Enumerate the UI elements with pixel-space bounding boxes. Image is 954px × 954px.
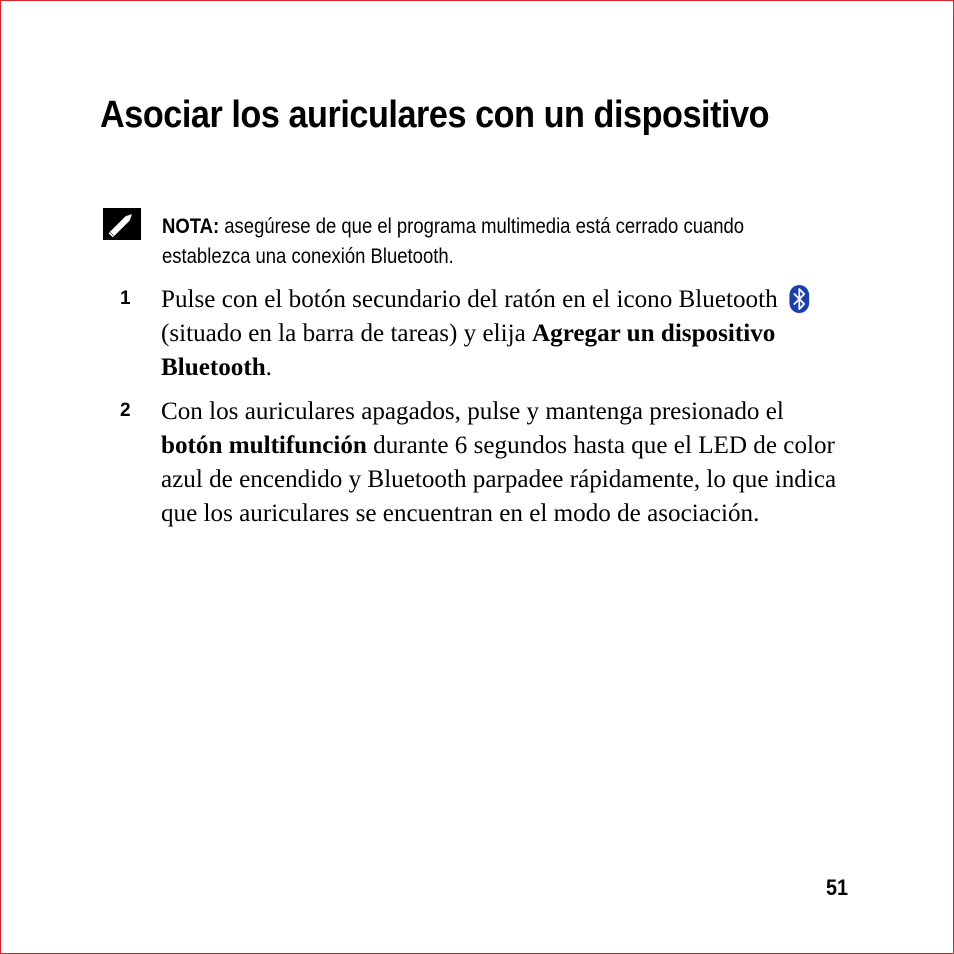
step-text-part: Con los auriculares apagados, pulse y mantenga presionado el <box>161 396 784 425</box>
step-text-part: . <box>265 352 272 381</box>
step-number: 2 <box>120 400 131 421</box>
note-text: asegúrese de que el programa multimedia está cerrado cuando establezca una conexión Bluetooth. <box>162 215 745 268</box>
page-title: Asociar los auriculares con un dispositivo <box>100 94 770 136</box>
step-text-part: (situado en la barra de tareas) y elija <box>161 318 533 347</box>
note-block <box>162 212 813 272</box>
step-bold-button: botón multifunción <box>161 430 367 459</box>
page-number: 51 <box>826 875 849 900</box>
note-pencil-icon <box>103 208 141 240</box>
note-label: NOTA: <box>162 215 220 238</box>
step-number: 1 <box>120 288 131 309</box>
step-text-part: Pulse con el botón secundario del ratón en el icono Bluetooth <box>161 284 784 313</box>
bluetooth-icon <box>789 284 811 314</box>
step-bold-command: Agregar un dispositivo Bluetooth <box>161 318 776 381</box>
step-text-part: durante 6 segundos hasta que el LED de color azul de encendido y Bluetooth parpadee rápidamente, lo que indica que los auriculares se encuentran en el modo de asociación. <box>161 430 837 527</box>
step-text <box>161 394 851 530</box>
step-text <box>161 282 851 384</box>
